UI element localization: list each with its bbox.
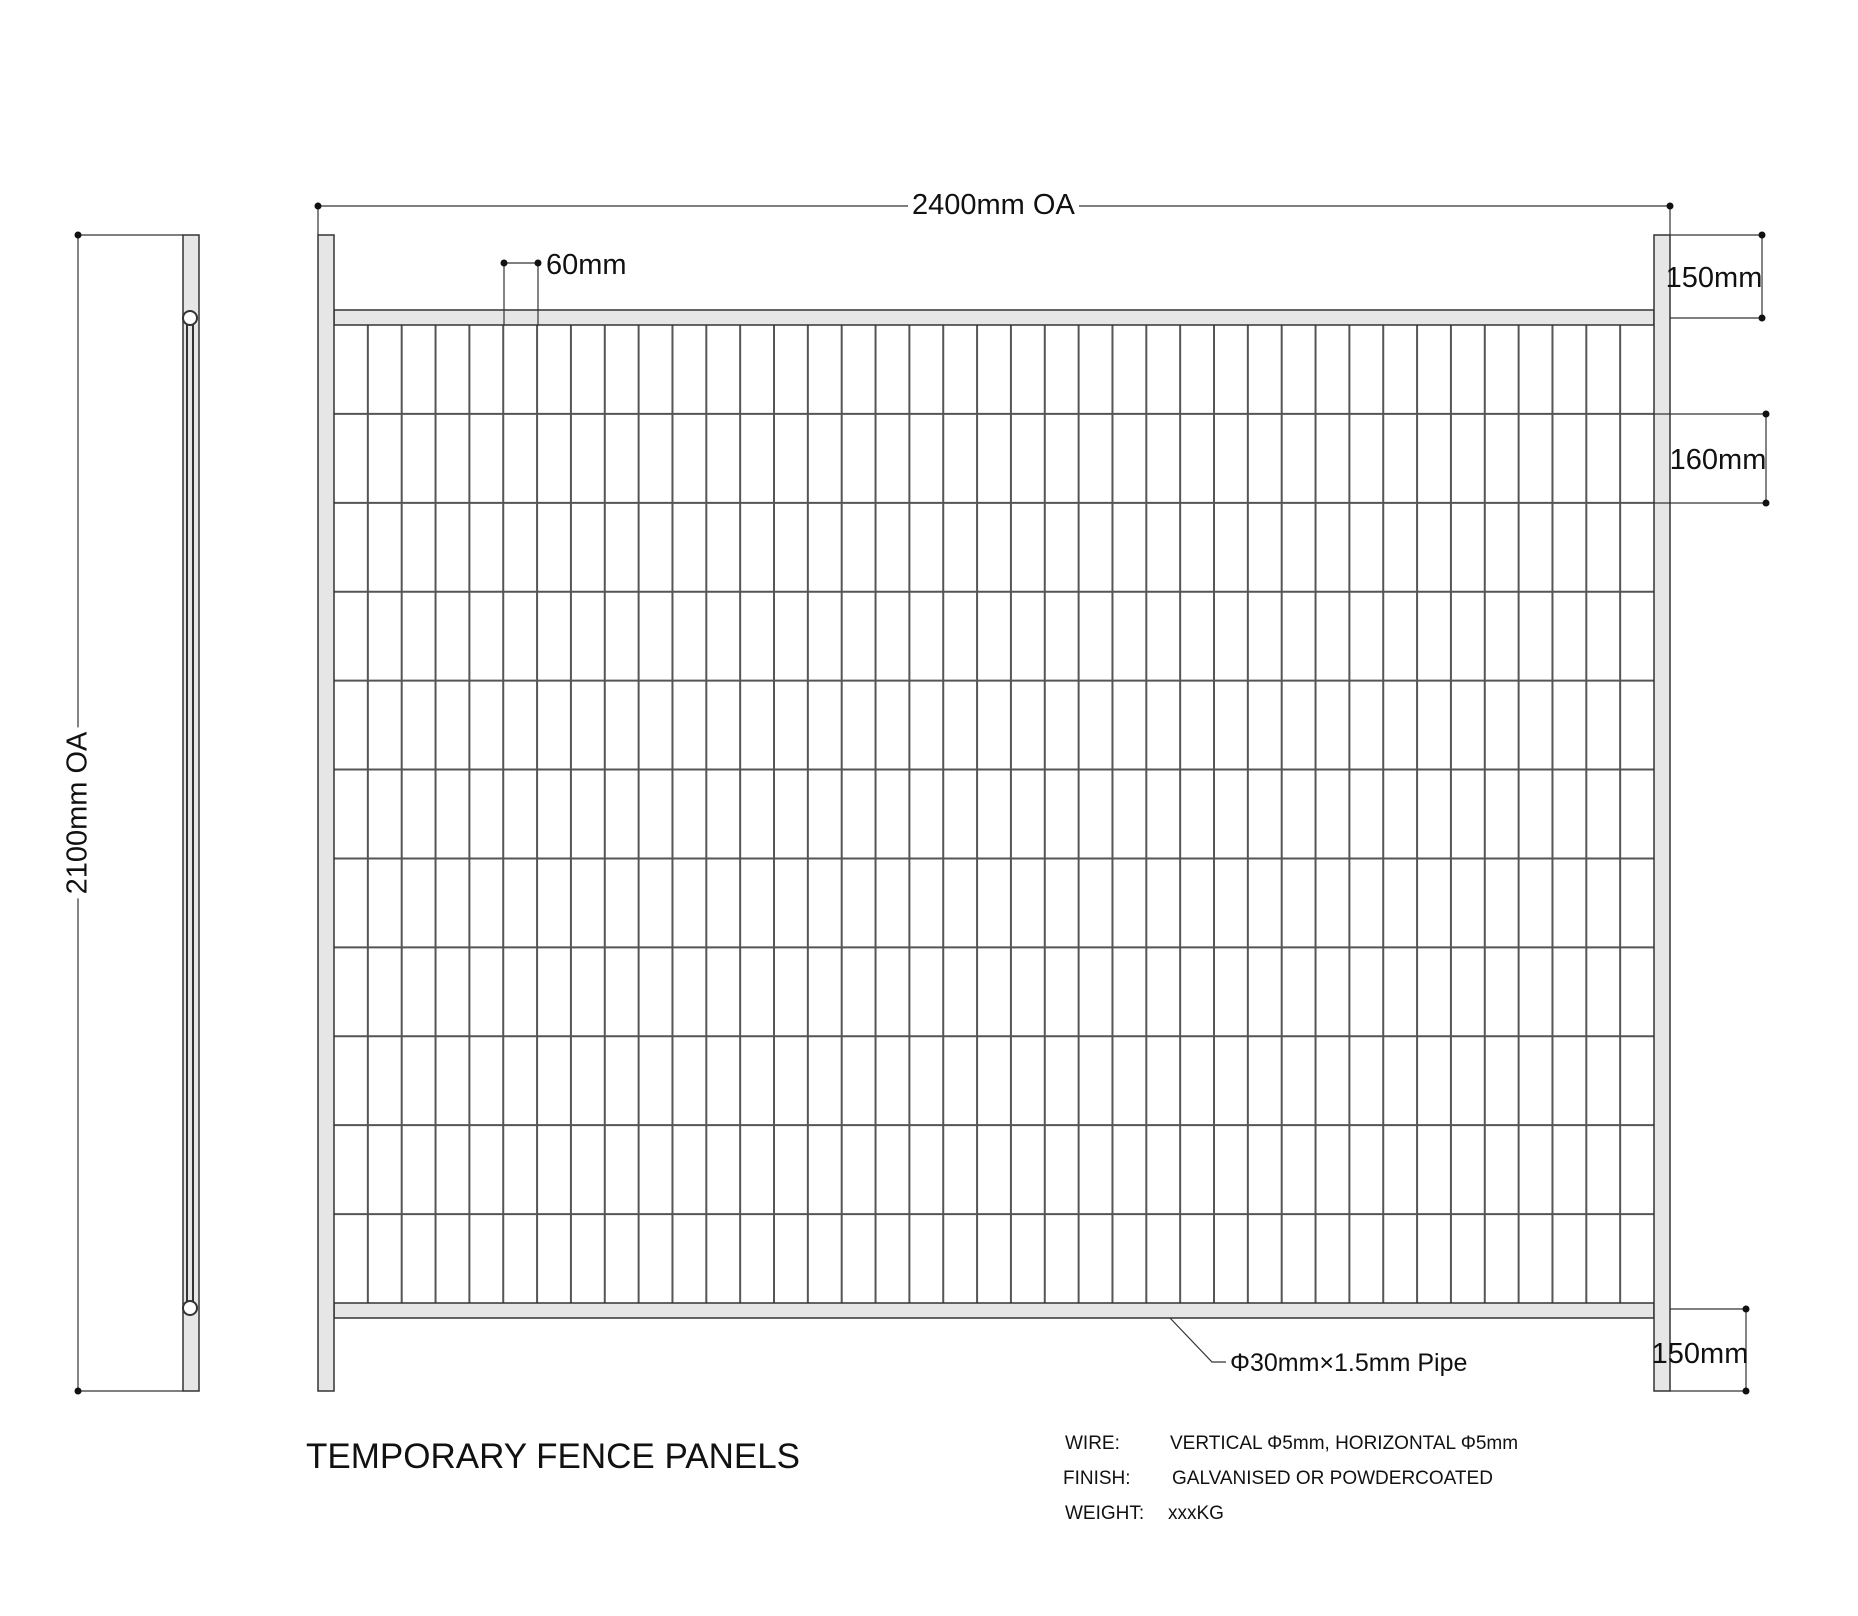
wire-spacing-label: 160mm	[1669, 444, 1767, 476]
side-view	[183, 235, 199, 1391]
spec-label-wire: WIRE:	[1065, 1433, 1120, 1454]
mesh-spacing-label: 60mm	[546, 249, 627, 281]
overall-width-label: 2400mm OA	[908, 191, 1079, 220]
dimension-end-dot	[1759, 232, 1766, 239]
pipe-callout-label: Φ30mm×1.5mm Pipe	[1230, 1349, 1468, 1377]
top-offset-label: 150mm	[1665, 262, 1763, 294]
side-view-clamp-hole	[183, 1301, 197, 1315]
dimension-end-dot	[1743, 1388, 1750, 1395]
side-view-post	[183, 235, 199, 1391]
panel-frame	[318, 235, 1670, 1391]
overall-height-label: 2100mm OA	[64, 728, 93, 899]
dimension-end-dot	[535, 260, 542, 267]
left-post	[318, 235, 334, 1391]
spec-value-weight: xxxKG	[1168, 1503, 1224, 1524]
dimension-end-dot	[501, 260, 508, 267]
pipe-callout-leader	[1170, 1318, 1226, 1362]
dimension-end-dot	[1763, 411, 1770, 418]
drawing-title: TEMPORARY FENCE PANELS	[306, 1437, 801, 1476]
dimension-end-dot	[1759, 315, 1766, 322]
wire-mesh	[334, 325, 1670, 1303]
dimension-end-dot	[1743, 1306, 1750, 1313]
dimension-end-dot	[75, 232, 82, 239]
dimension-end-dot	[1763, 500, 1770, 507]
right-post	[1654, 235, 1670, 1391]
spec-label-finish: FINISH:	[1063, 1468, 1131, 1489]
bottom-offset-label: 150mm	[1651, 1338, 1749, 1370]
dimension-end-dot	[75, 1388, 82, 1395]
dimension-end-dot	[315, 203, 322, 210]
spec-label-weight: WEIGHT:	[1065, 1503, 1145, 1524]
top-rail	[334, 310, 1654, 325]
spec-value-wire: VERTICAL Φ5mm, HORIZONTAL Φ5mm	[1170, 1433, 1519, 1454]
spec-value-finish: GALVANISED OR POWDERCOATED	[1172, 1468, 1493, 1489]
side-view-clamp-hole	[183, 311, 197, 325]
bottom-rail	[334, 1303, 1654, 1318]
dimension-end-dot	[1667, 203, 1674, 210]
